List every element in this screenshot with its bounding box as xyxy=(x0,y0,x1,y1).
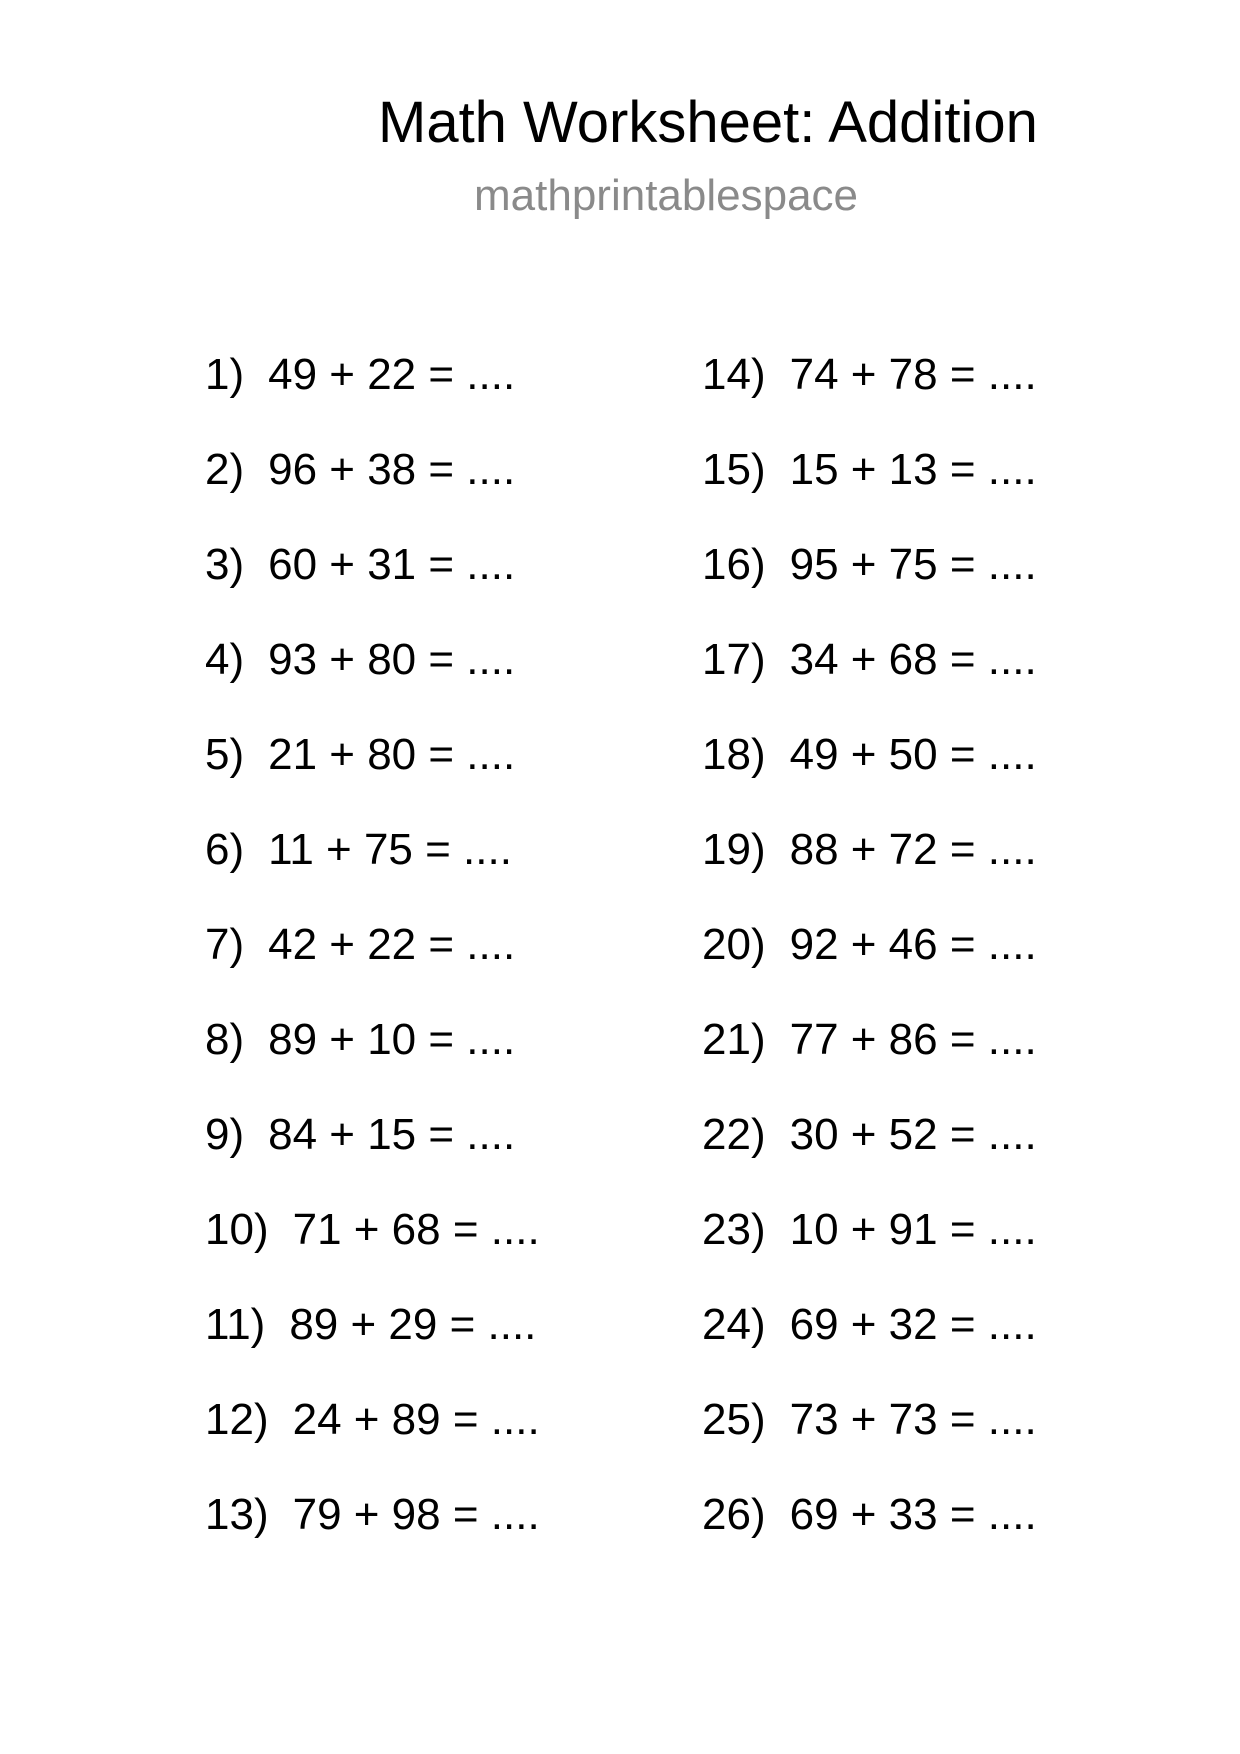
problem-number: 24) xyxy=(702,1299,766,1349)
problem-row xyxy=(702,517,1037,612)
problem-row xyxy=(205,612,540,707)
problem-row xyxy=(205,992,540,1087)
problem-expression: 71 + 68 = .... xyxy=(292,1204,540,1254)
problem-row xyxy=(205,1087,540,1182)
problem-row xyxy=(702,1372,1037,1467)
problem-expression: 79 + 98 = .... xyxy=(292,1489,540,1539)
page-title: Math Worksheet: Addition xyxy=(378,90,1038,155)
problem-number: 16) xyxy=(702,539,766,589)
problem-expression: 49 + 22 = .... xyxy=(268,349,516,399)
problem-number: 8) xyxy=(205,1014,245,1064)
problem-expression: 95 + 75 = .... xyxy=(789,539,1037,589)
problem-row xyxy=(205,1277,540,1372)
problem-expression: 15 + 13 = .... xyxy=(789,444,1037,494)
problem-expression: 30 + 52 = .... xyxy=(789,1109,1037,1159)
problem-number: 12) xyxy=(205,1394,269,1444)
problem-expression: 60 + 31 = .... xyxy=(268,539,516,589)
problems-column-right xyxy=(702,327,1037,1562)
problem-number: 7) xyxy=(205,919,245,969)
problem-row xyxy=(205,802,540,897)
problem-number: 9) xyxy=(205,1109,245,1159)
page-subtitle: mathprintablespace xyxy=(474,171,859,220)
problem-expression: 11 + 75 = .... xyxy=(268,824,512,874)
problem-number: 17) xyxy=(702,634,766,684)
problem-row xyxy=(702,992,1037,1087)
problem-expression: 69 + 32 = .... xyxy=(789,1299,1037,1349)
problem-number: 23) xyxy=(702,1204,766,1254)
problem-expression: 74 + 78 = .... xyxy=(789,349,1037,399)
problem-row xyxy=(702,707,1037,802)
problem-row xyxy=(702,422,1037,517)
problem-number: 1) xyxy=(205,349,245,399)
problems-column-left xyxy=(205,327,540,1562)
problem-expression: 93 + 80 = .... xyxy=(268,634,516,684)
problem-expression: 69 + 33 = .... xyxy=(789,1489,1037,1539)
problem-number: 15) xyxy=(702,444,766,494)
problem-row xyxy=(702,1182,1037,1277)
problem-number: 6) xyxy=(205,824,245,874)
problem-row xyxy=(205,327,540,422)
problem-expression: 89 + 29 = .... xyxy=(289,1299,537,1349)
problem-number: 25) xyxy=(702,1394,766,1444)
problem-number: 11) xyxy=(205,1299,266,1349)
problem-row xyxy=(702,612,1037,707)
problem-expression: 73 + 73 = .... xyxy=(789,1394,1037,1444)
problem-number: 13) xyxy=(205,1489,269,1539)
problem-row xyxy=(205,1372,540,1467)
problem-row xyxy=(205,1182,540,1277)
problem-number: 21) xyxy=(702,1014,766,1064)
problem-number: 10) xyxy=(205,1204,269,1254)
problem-number: 22) xyxy=(702,1109,766,1159)
problem-expression: 89 + 10 = .... xyxy=(268,1014,516,1064)
problem-row xyxy=(205,897,540,992)
problem-row xyxy=(205,517,540,612)
problem-expression: 88 + 72 = .... xyxy=(789,824,1037,874)
problem-number: 4) xyxy=(205,634,245,684)
problem-row xyxy=(205,422,540,517)
problem-row xyxy=(205,707,540,802)
problem-expression: 84 + 15 = .... xyxy=(268,1109,516,1159)
problem-row xyxy=(205,1467,540,1562)
problem-row xyxy=(702,1087,1037,1182)
problem-expression: 24 + 89 = .... xyxy=(292,1394,540,1444)
problem-expression: 77 + 86 = .... xyxy=(789,1014,1037,1064)
problem-row xyxy=(702,1467,1037,1562)
problem-expression: 49 + 50 = .... xyxy=(789,729,1037,779)
problem-row xyxy=(702,802,1037,897)
problem-expression: 21 + 80 = .... xyxy=(268,729,516,779)
problem-number: 5) xyxy=(205,729,245,779)
problem-number: 14) xyxy=(702,349,766,399)
problem-expression: 34 + 68 = .... xyxy=(789,634,1037,684)
problem-expression: 92 + 46 = .... xyxy=(789,919,1037,969)
problem-expression: 96 + 38 = .... xyxy=(268,444,516,494)
problem-row xyxy=(702,327,1037,422)
problem-row xyxy=(702,1277,1037,1372)
problem-number: 26) xyxy=(702,1489,766,1539)
problem-row xyxy=(702,897,1037,992)
problem-expression: 10 + 91 = .... xyxy=(789,1204,1037,1254)
problem-number: 2) xyxy=(205,444,245,494)
problem-number: 3) xyxy=(205,539,245,589)
problem-number: 19) xyxy=(702,824,766,874)
problem-expression: 42 + 22 = .... xyxy=(268,919,516,969)
problem-number: 20) xyxy=(702,919,766,969)
problem-number: 18) xyxy=(702,729,766,779)
